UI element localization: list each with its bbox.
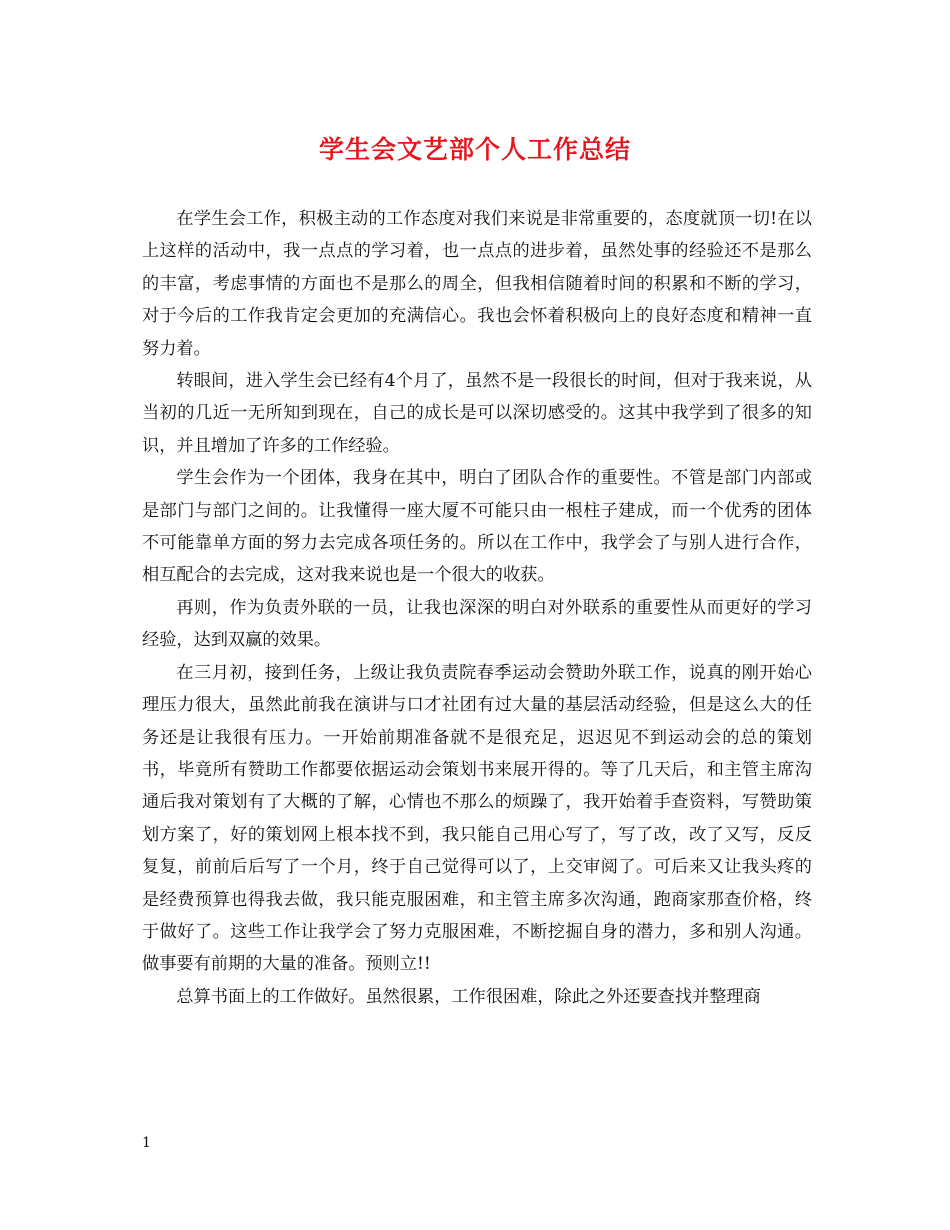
paragraph: 学生会作为一个团体，我身在其中，明白了团队合作的重要性。不管是部门内部或是部门与部门之间的。让我懂得一座大厦不可能只由一根柱子建成，而一个优秀的团体不可能靠单方面的努力去完成各项任务的。所以在工作中，我学会了与别人进行合作，相互配合的去完成，这对我来说也是一个很大的收获。 — [142, 468, 812, 586]
document-title: 学生会文艺部个人工作总结 — [318, 135, 631, 164]
page-number: 1 — [142, 1135, 151, 1151]
paragraph: 再则，作为负责外联的一员，让我也深深的明白对外联系的重要性从而更好的学习经验，达到双赢的效果。 — [142, 597, 812, 651]
paragraph: 在学生会工作，积极主动的工作态度对我们来说是非常重要的，态度就顶一切!在以上这样的活动中，我一点点的学习着，也一点点的进步着，虽然处事的经验还不是那么的丰富，考虑事情的方面也不是那么的周全，但我相信随着时间的积累和不断的学习，对于今后的工作我肯定会更加的充满信心。我也会怀着积极向上的良好态度和精神一直努力着。 — [142, 209, 812, 359]
paragraph: 在三月初，接到任务，上级让我负责院春季运动会赞助外联工作，说真的刚开始心理压力很大，虽然此前我在演讲与口才社团有过大量的基层活动经验，但是这么大的任务还是让我很有压力。一开始前期准备就不是很充足，迟迟见不到运动会的总的策划书，毕竟所有赞助工作都要依据运动会策划书来展开得的。等了几天后，和主管主席沟通后我对策划有了大概的了解，心情也不那么的烦躁了，我开始着手查资料，写赞助策划方案了，好的策划网上根本找不到，我只能自己用心写了，写了改，改了又写，反反复复，前前后后写了一个月，终于自己觉得可以了，上交审阅了。可后来又让我头疼的是经费预算也得我去做，我只能克服困难，和主管主席多次沟通，跑商家那查价格，终于做好了。这些工作让我学会了努力克服困难，不断挖掘自身的潜力，多和别人沟通。做事要有前期的大量的准备。预则立!! — [142, 662, 812, 975]
document-body — [142, 203, 812, 1013]
paragraph: 转眼间，进入学生会已经有4个月了，虽然不是一段很长的时间，但对于我来说，从当初的几近一无所知到现在，自己的成长是可以深切感受的。这其中我学到了很多的知识，并且增加了许多的工作经验。 — [142, 371, 812, 456]
paragraph: 总算书面上的工作做好。虽然很累，工作很困难，除此之外还要查找并整理商 — [176, 986, 761, 1007]
